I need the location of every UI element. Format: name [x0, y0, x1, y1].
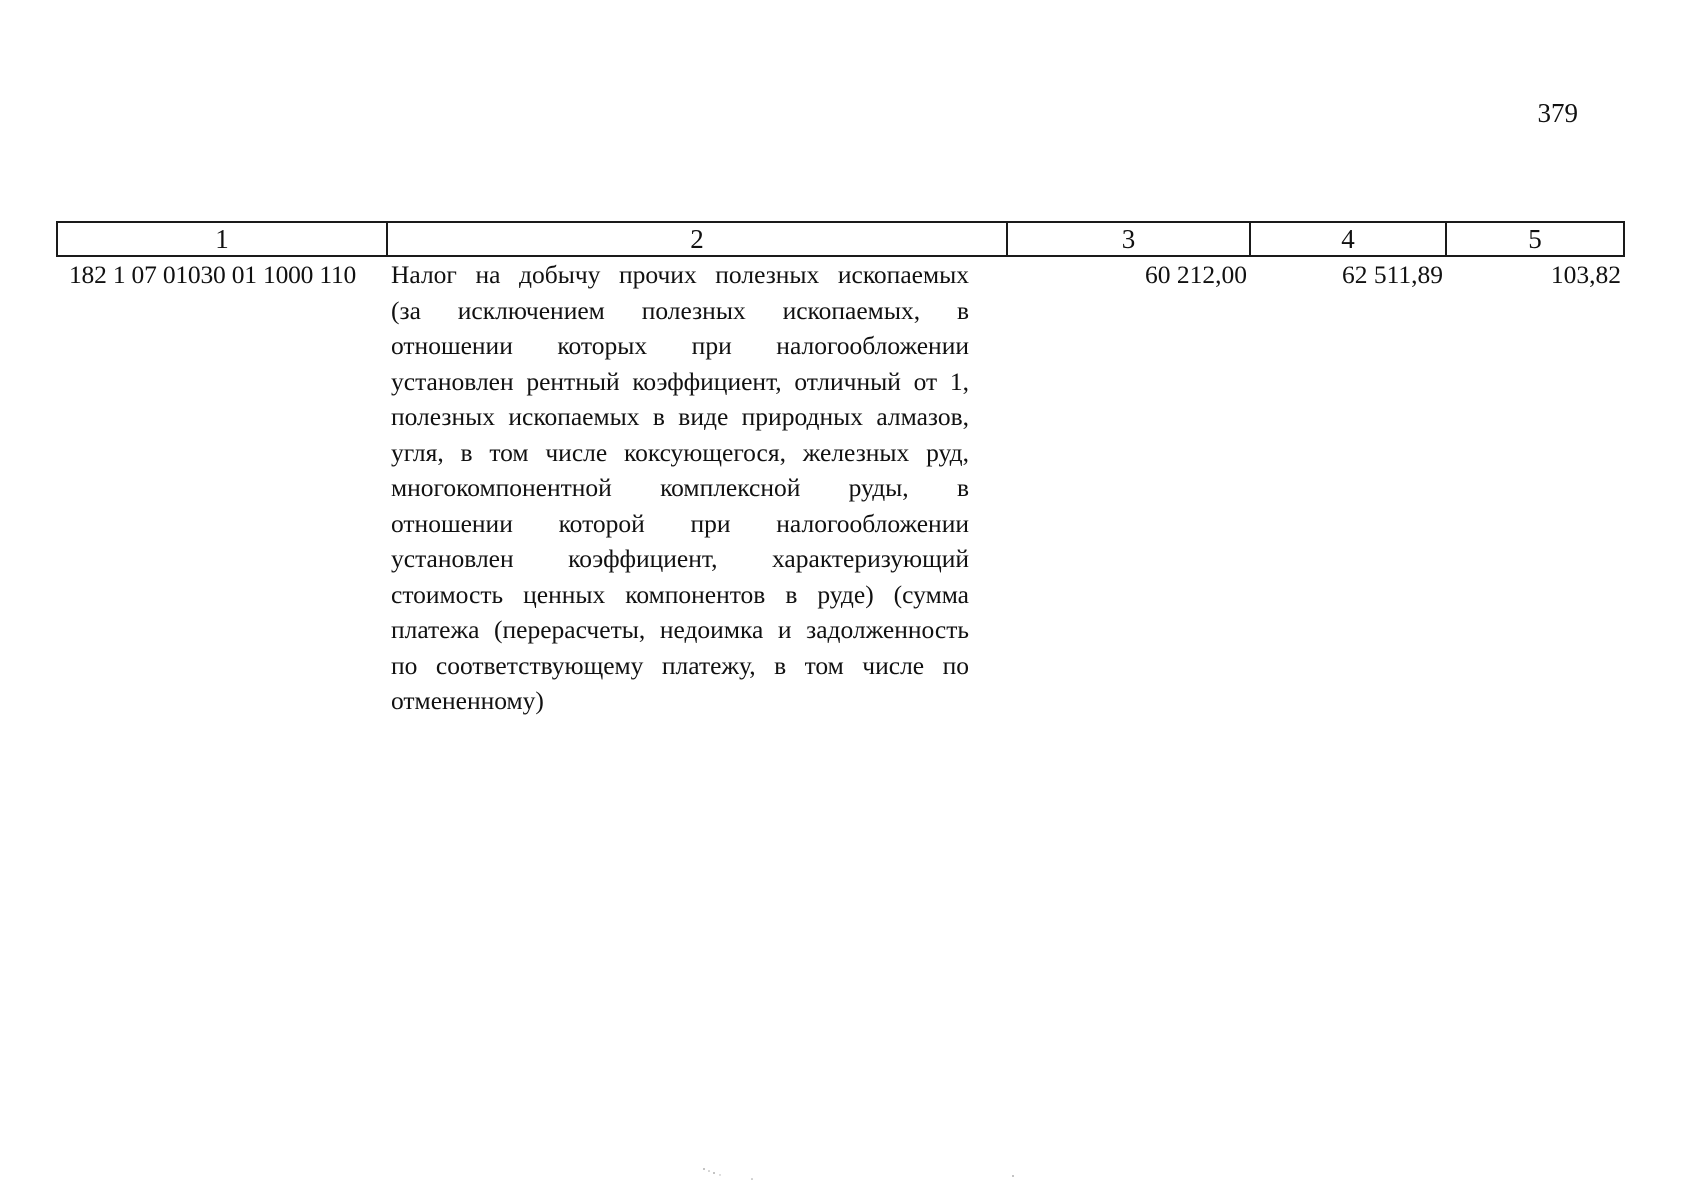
- column-5-value: 103,82: [1550, 260, 1621, 289]
- revenue-item-name-line: (за исключением полезных ископаемых, в: [391, 295, 969, 325]
- column-header-1: 1: [57, 222, 387, 256]
- column-number-header-row: [57, 222, 1624, 256]
- revenue-item-name-line: установлен рентный коэффициент, отличный от 1,: [391, 366, 969, 396]
- budget-classification-code: 182 1 07 01030 01 1000 110: [69, 260, 357, 289]
- revenue-item-name-line: стоимость ценных компонентов в руде) (сумма: [391, 579, 969, 609]
- table-row: [57, 256, 1624, 719]
- column-header-4: 4: [1250, 222, 1446, 256]
- column-header-5: 5: [1446, 222, 1624, 256]
- revenue-item-name-line: отмененному): [391, 686, 544, 715]
- column-4-value: 62 511,89: [1341, 260, 1443, 289]
- revenue-item-name-line: отношении которых при налогообложении: [391, 331, 969, 360]
- revenue-item-name-line: Налог на добычу прочих полезных ископаемых: [391, 260, 969, 289]
- revenue-item-name-line: многокомпонентной комплексной руды, в: [391, 473, 969, 502]
- revenue-item-name-line: установлен коэффициент, характеризующий: [391, 544, 969, 573]
- revenue-item-name-line: по соответствующему платежу, в том числе по: [391, 650, 969, 680]
- revenue-item-name-line: отношении которой при налогообложении: [391, 508, 969, 538]
- revenue-item-name-line: полезных ископаемых в виде природных алмазов,: [391, 402, 969, 431]
- revenue-item-name: [387, 256, 1007, 719]
- revenue-item-name-line: платежа (перерасчеты, недоимка и задолженность: [391, 615, 969, 644]
- budget-table: [56, 221, 1625, 719]
- page-number: 379: [1537, 98, 1578, 128]
- column-header-3: 3: [1007, 222, 1250, 256]
- column-header-2: 2: [387, 222, 1007, 256]
- scan-noise-specks: [700, 1166, 1030, 1186]
- column-3-value: 60 212,00: [1145, 260, 1247, 289]
- revenue-item-name-line: угля, в том числе коксующегося, железных руд,: [391, 437, 969, 467]
